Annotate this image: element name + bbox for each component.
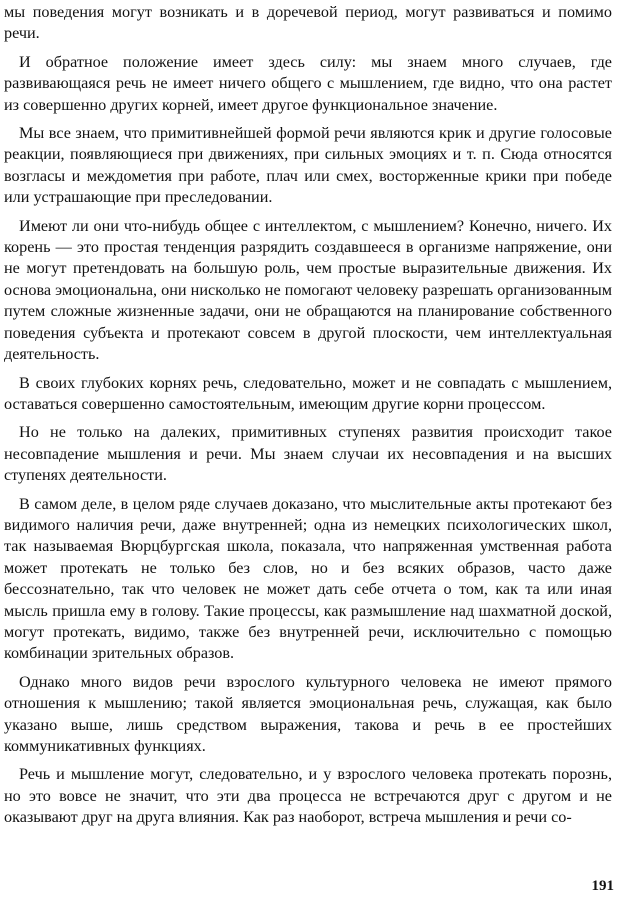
book-page xyxy=(4,2,612,902)
paragraph-2: И обратное положение имеет здесь силу: мы знаем много случаев, где развивающаяся речь не имеет ничего общего с мышлением, где видно, что она растет из совершенно других корней, имеет другое функциональное значение. xyxy=(4,52,612,114)
paragraph-4: Имеют ли они что-нибудь общее с интеллектом, с мышлением? Конечно, ничего. Их корень — это простая тенденция разрядить создавшееся в организме напряжение, они не могут претендовать на большую роль, чем простые выразительные движения. Их основа эмоциональна, они нисколько не помогают человеку разрешать организованным путем сложные жизненные задачи, они не обращаются на планирование собственного поведения субъекта и протекают совсем в другой плоскости, чем интеллектуальная деятельность. xyxy=(4,216,612,364)
paragraph-5: В своих глубоких корнях речь, следовательно, может и не совпадать с мышлением, оставаться совершенно самостоятельным, имеющим другие корни процессом. xyxy=(4,373,612,413)
paragraph-6: Но не только на далеких, примитивных ступенях развития происходит такое несовпадение мышления и речи. Мы знаем случаи их несовпадения и на высших ступенях деятельности. xyxy=(4,423,612,485)
paragraph-3: Мы все знаем, что примитивнейшей формой речи являются крик и другие голосовые реакции, появляющиеся при движениях, при сильных эмоциях и т. п. Сюда относятся возгласы и междометия при работе, плач или смех, восторженные крики при победе или устрашающие при преследовании. xyxy=(4,124,612,207)
paragraph-9: Речь и мышление могут, следовательно, и у взрослого человека протекать порознь, но это вовсе не значит, что эти два процесса не встречаются друг с другом и не оказывают друг на друга влияния. Как раз наоборот, встреча мышления и речи со- xyxy=(4,765,612,827)
paragraph-1: мы поведения могут возникать и в доречевой период, могут развиваться и помимо речи. xyxy=(4,3,612,43)
page-number: 191 xyxy=(591,878,614,894)
paragraph-7: В самом деле, в целом ряде случаев доказано, что мыслительные акты протекают без видимого наличия речи, даже внутренней; одна из немецких психологических школ, так называемая Вюрцбургская школа, показала, что напряженная умственная работа может протекать не только без слов, но и без всяких образов, часто даже бессознательно, так что человек не может дать себе отчета о том, как та или иная мысль пришла ему в голову. Такие процессы, как размышление над шахматной доской, могут протекать, видимо, также без внутренней речи, исключительно с помощью комбинации зрительных образов. xyxy=(4,494,612,663)
paragraph-8: Однако много видов речи взрослого культурного человека не имеют прямого отношения к мышлению; такой является эмоциональная речь, служащая, как было указано выше, лишь средством выражения, такова и речь в ее простейших коммуникативных функциях. xyxy=(4,672,612,755)
